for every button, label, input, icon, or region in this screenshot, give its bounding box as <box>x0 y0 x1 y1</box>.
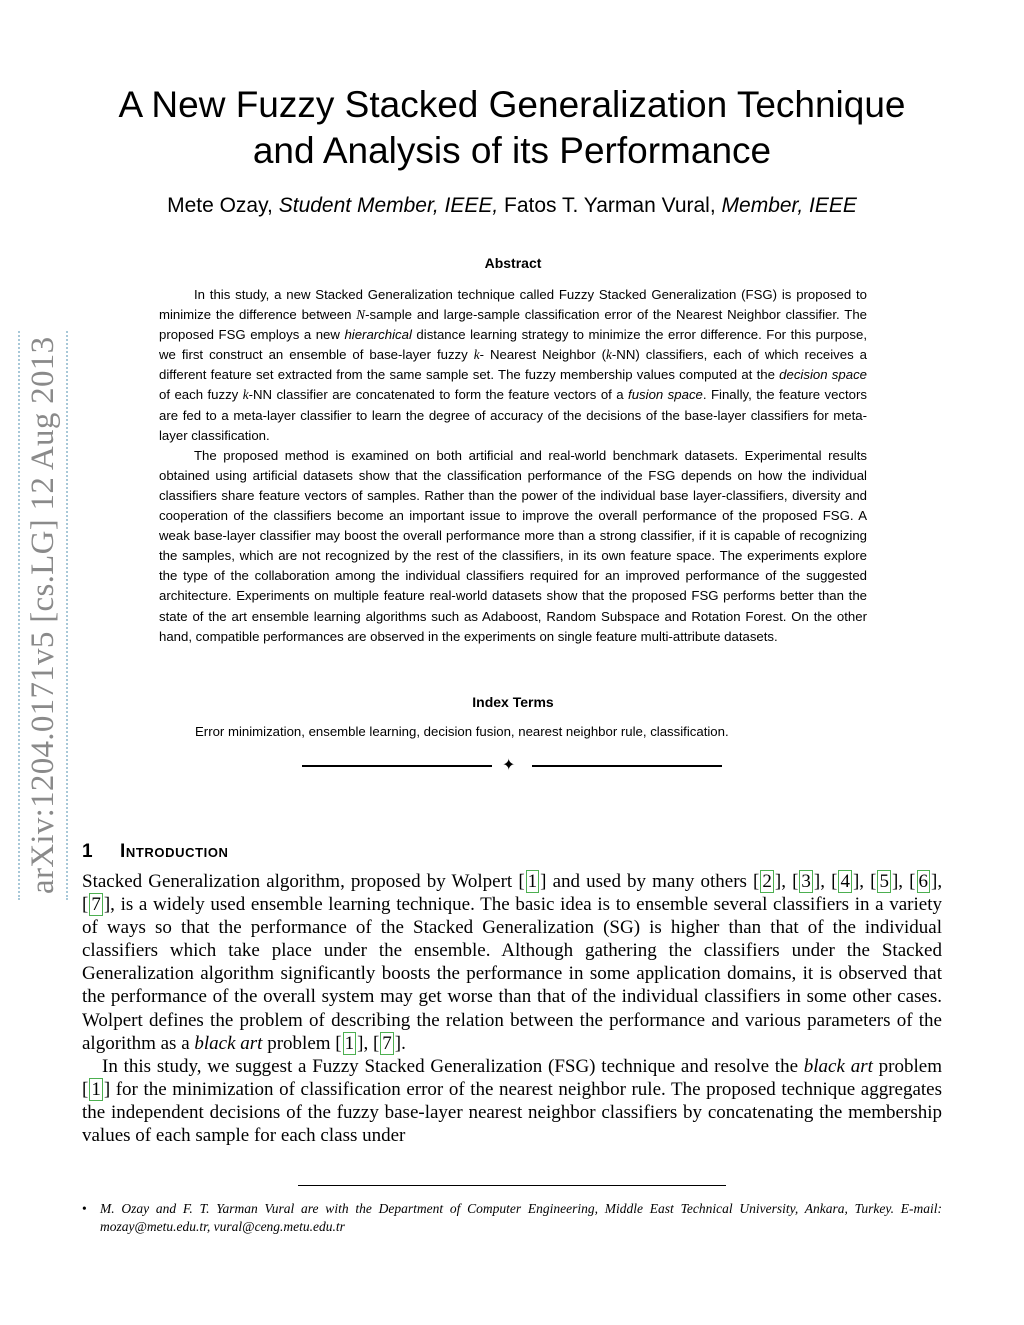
divider-rule-left <box>302 765 492 767</box>
abstract-body <box>159 285 867 647</box>
intro-paragraph-1: Stacked Generalization algorithm, proposed by Wolpert [ 1 ] and used by many others [ 2 ], [ 3 ], [ 4 ], [ 5 ], [ 6 ], [ 7 ], is a widely used ensemble learning technique. The basic idea is to ensemble several classifiers in a variety of ways so that the performance of the Stacked Generalization (SG) is higher than that of the individual classifiers which take place under the ensemble. Although gathering the classifiers under the Stacked Generalization algorithm significantly boosts the performance in some application domains, it is observed that the performance of the overall system may get worse than that of the individual classifiers in some other cases. Wolpert defines the problem of describing the relation between the performance and various parameters of the algorithm as a black art problem [ 1 ], [ 7 ]. <box>82 871 943 1054</box>
citation-link[interactable]: 3 <box>801 871 811 892</box>
intro-paragraph-2: In this study, we suggest a Fuzzy Stacked Generalization (FSG) technique and resolve the black art problem [ 1 ] for the minimization of classification error of the nearest neighbor rule. The proposed technique aggregates the independent decisions of the fuzzy base-layer nearest neighbor classifiers by concatenating the membership values of each sample for each class under <box>82 1055 942 1147</box>
abstract-heading: Abstract <box>484 255 542 271</box>
arxiv-identifier-stamp: arXiv:1204.0171v5 [cs.LG] 12 Aug 2013 <box>18 320 64 900</box>
citation-link[interactable]: 1 <box>527 871 538 892</box>
abstract-paragraph-2: The proposed method is examined on both artificial and real-world benchmark datasets. Experimental results obtained using artificial datasets show that the classification performance of the FSG depends on how the individual classifiers share feature vectors of samples. Rather than the power of the individual base layer-classifiers, diversity and cooperation of the classifiers become an important issue to improve the overall performance of the proposed FSG. A weak base-layer classifier may boost the overall performance more than a strong classifier, if it is capable of recognizing the samples, which are not recognized by the rest of the classifiers, in its own feature space. The experiments explore the type of the collaboration among the individual classifiers required for an improved performance of the suggested architecture. Experiments on multiple feature real-world datasets show that the proposed FSG performs better than the state of the art ensemble learning algorithms such as Adaboost, Random Subspace and Rotation Forest. On the other hand, compatible performances are observed in the experiments on single feature multi-attribute datasets. <box>159 447 867 644</box>
author-line <box>60 192 964 220</box>
citation-link[interactable]: 7 <box>382 1032 392 1054</box>
math-k: k <box>473 347 480 363</box>
diamond-ornament-icon: ✦ <box>502 757 516 774</box>
citation-link[interactable]: 1 <box>91 1078 101 1100</box>
index-terms-text: Error minimization, ensemble learning, decision fusion, nearest neighbor rule, classification. <box>195 724 729 739</box>
hierarchical-emphasis: hierarchical <box>344 327 412 343</box>
introduction-body <box>82 870 942 1147</box>
title-line-1: A New Fuzzy Stacked Generalization Technique <box>118 84 906 125</box>
author-2-name: Fatos T. Yarman Vural, <box>504 194 716 217</box>
footnote-rule <box>298 1185 726 1186</box>
author-affiliation-footnote <box>82 1200 942 1236</box>
citation-link[interactable]: 7 <box>91 894 101 916</box>
author-1-name: Mete Ozay, <box>167 194 273 217</box>
black-art-emphasis: black art <box>803 1055 873 1077</box>
bullet-icon: • <box>82 1201 87 1216</box>
footnote-text: M. Ozay and F. T. Yarman Vural are with the Department of Computer Engineering, Middle East Technical University, Ankara, Turkey. E-mail: mozay@metu.edu.tr, vural@ceng.metu.edu.tr <box>100 1201 942 1234</box>
section-number: 1 <box>82 841 93 862</box>
divider-rule-right <box>532 765 722 767</box>
math-k: k <box>606 347 612 363</box>
citation-link[interactable]: 5 <box>879 871 889 892</box>
decision-space-emphasis: decision space <box>779 367 867 383</box>
black-art-emphasis: black art <box>194 1032 263 1054</box>
author-2-role: Member, IEEE <box>721 194 857 217</box>
citation-link[interactable]: 6 <box>918 871 928 892</box>
abstract-paragraph-1: In this study, a new Stacked Generalization technique called Fuzzy Stacked Generalization (FSG) is proposed to minimize the difference between N-sample and large-sample classification error of the Nearest Neighbor classifier. The proposed FSG employs a new hierarchical distance learning strategy to minimize the error difference. For this purpose, we first construct an ensemble of base-layer fuzzy k- Nearest Neighbor (k-NN) classifiers, each of which receives a different feature set extracted from the same sample set. The fuzzy membership values computed at the decision space of each fuzzy k-NN classifier are concatenated to form the feature vectors of a fusion space. Finally, the feature vectors are fed to a meta-layer classifier to learn the degree of accuracy of the decisions of the base-layer classifiers for meta-layer classification. <box>159 287 867 443</box>
fusion-space-emphasis: fusion space <box>628 387 703 403</box>
citation-link[interactable]: 1 <box>344 1032 355 1054</box>
section-title: Introduction <box>120 841 229 862</box>
math-k: k <box>242 387 249 403</box>
math-n: N <box>356 307 366 323</box>
index-terms-heading: Index Terms <box>472 694 554 710</box>
citation-link[interactable]: 4 <box>840 871 850 892</box>
paper-title <box>60 82 964 174</box>
title-line-2: and Analysis of its Performance <box>252 130 772 171</box>
author-1-role: Student Member, IEEE, <box>278 194 499 217</box>
citation-link[interactable]: 2 <box>762 871 772 892</box>
